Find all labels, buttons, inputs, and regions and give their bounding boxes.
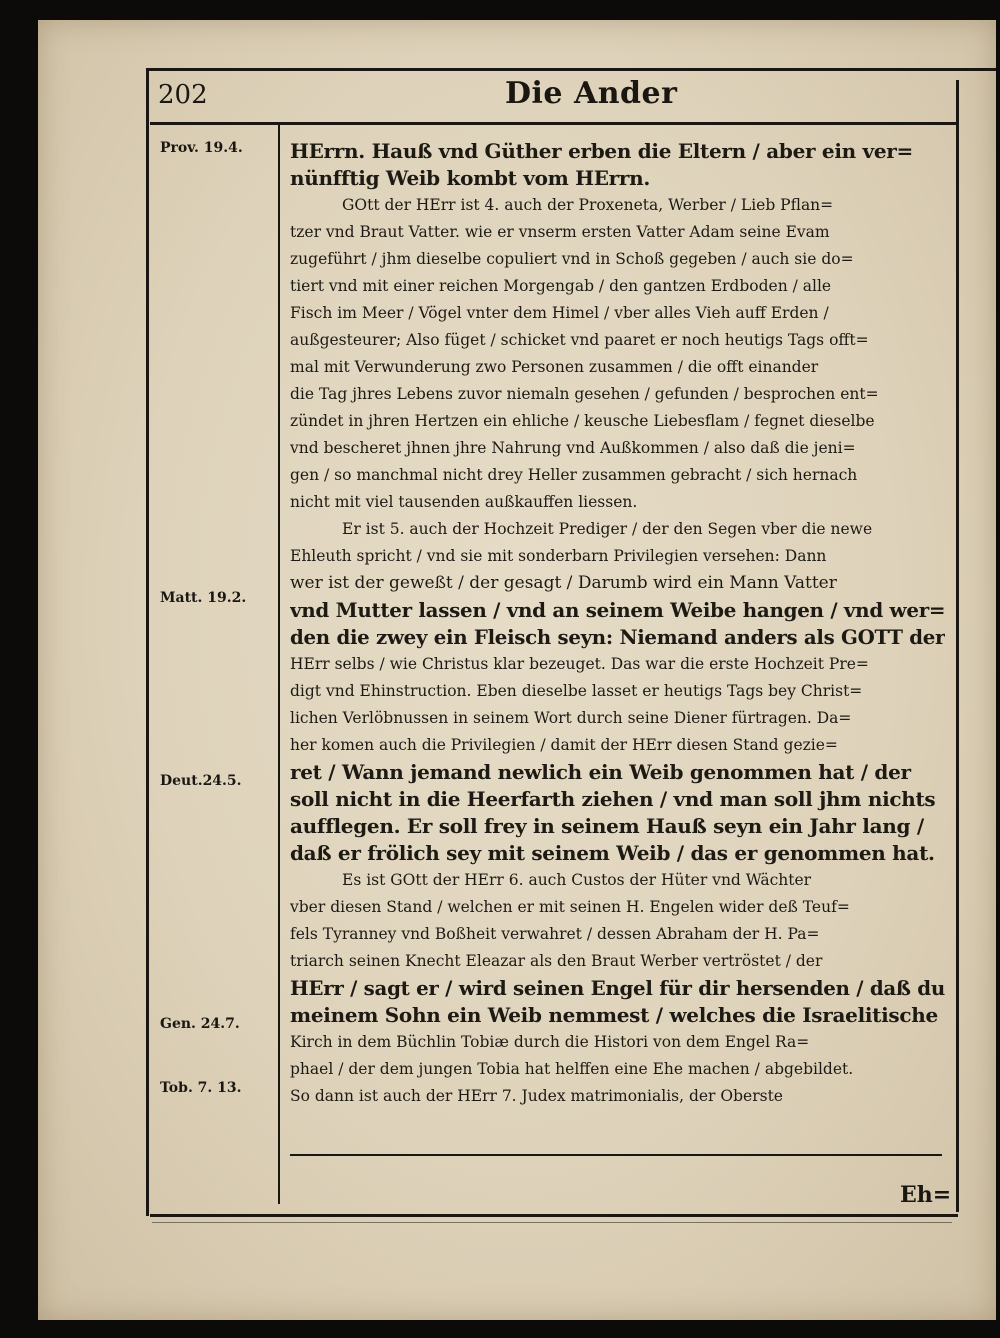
text-line: GOtt der HErr ist 4. auch der Proxeneta, Werber / Lieb Pflan=: [342, 196, 834, 214]
text-line: vnd bescheret jhnen jhre Nahrung vnd Außkommen / also daß die jeni=: [290, 439, 856, 457]
text-line: HErr / sagt er / wird seinen Engel für dir hersenden / daß du: [290, 976, 945, 1000]
text-line: tiert vnd mit einer reichen Morgengab / den gantzen Erdboden / alle: [290, 277, 832, 295]
text-line: meinem Sohn ein Weib nemmest / welches die Israelitische: [290, 1003, 938, 1027]
text-line: mal mit Verwunderung zwo Personen zusammen / die offt einander: [290, 358, 819, 376]
text-line: Fisch im Meer / Vögel vnter dem Himel / vber alles Vieh auff Erden /: [290, 304, 829, 322]
page-number: 202: [158, 80, 208, 110]
text-line: vber diesen Stand / welchen er mit seinen H. Engelen wider deß Teuf=: [290, 898, 850, 916]
running-head: Die Ander: [505, 76, 678, 111]
text-line: vnd Mutter lassen / vnd an seinem Weibe hangen / vnd wer=: [290, 598, 946, 622]
catchword: Eh=: [900, 1182, 952, 1208]
text-line: So dann ist auch der HErr 7. Judex matrimonialis, der Oberste: [290, 1087, 783, 1105]
text-line: zündet in jhren Hertzen ein ehliche / keusche Liebesflam / fegnet dieselbe: [290, 412, 875, 430]
text-line: her komen auch die Privilegien / damit der HErr diesen Stand gezie=: [290, 736, 838, 754]
text-line: außgesteurer; Also füget / schicket vnd paaret er noch heutigs Tags offt=: [290, 331, 869, 349]
margin-column-divider: [278, 124, 280, 1204]
text-line: nünfftig Weib kombt vom HErrn.: [290, 166, 651, 190]
margin-note: Deut.24.5.: [160, 773, 242, 789]
text-line: Kirch in dem Büchlin Tobiæ durch die Histori von dem Engel Ra=: [290, 1033, 810, 1051]
text-line: soll nicht in die Heerfarth ziehen / vnd man soll jhm nichts: [290, 787, 936, 811]
outer-right-rule: [956, 80, 959, 1212]
margin-note: Gen. 24.7.: [160, 1016, 240, 1032]
margin-note: Tob. 7. 13.: [160, 1080, 242, 1096]
text-line: den die zwey ein Fleisch seyn: Niemand anders als GOTT der: [290, 625, 946, 649]
text-line: aufflegen. Er soll frey in seinem Hauß seyn ein Jahr lang /: [290, 814, 924, 838]
text-line: ret / Wann jemand newlich ein Weib genommen hat / der: [290, 760, 911, 784]
body-text-block: [290, 138, 945, 1110]
text-line: Ehleuth spricht / vnd sie mit sonderbarn Privilegien versehen: Dann: [290, 547, 827, 565]
text-line: phael / der dem jungen Tobia hat helffen eine Ehe machen / abgebildet.: [290, 1060, 854, 1078]
outer-left-rule: [146, 68, 149, 1216]
text-line: daß er frölich sey mit seinem Weib / das er genommen hat.: [290, 841, 935, 865]
text-line: nicht mit viel tausenden außkauffen liessen.: [290, 493, 638, 511]
text-line: triarch seinen Knecht Eleazar als den Braut Werber vertröstet / der: [290, 952, 823, 970]
footer-rule: [290, 1154, 942, 1156]
text-line: HErr selbs / wie Christus klar bezeuget. Das war die erste Hochzeit Pre=: [290, 655, 869, 673]
text-line: wer ist der geweßt / der gesagt / Darumb wird ein Mann Vatter: [290, 573, 837, 593]
text-line: HErrn. Hauß vnd Güther erben die Eltern / aber ein ver=: [290, 139, 913, 163]
text-line: Es ist GOtt der HErr 6. auch Custos der Hüter vnd Wächter: [342, 871, 812, 889]
text-line: tzer vnd Braut Vatter. wie er vnserm ersten Vatter Adam seine Evam: [290, 223, 830, 241]
bottom-rule: [150, 1214, 958, 1217]
text-line: lichen Verlöbnussen in seinem Wort durch seine Diener fürtragen. Da=: [290, 709, 852, 727]
text-line: die Tag jhres Lebens zuvor niemaln gesehen / gefunden / besprochen ent=: [290, 385, 879, 403]
margin-note: Prov. 19.4.: [160, 140, 243, 156]
top-rule: [148, 68, 996, 71]
text-line: fels Tyranney vnd Boßheit verwahret / dessen Abraham der H. Pa=: [290, 925, 820, 943]
text-line: Er ist 5. auch der Hochzeit Prediger / der den Segen vber die newe: [342, 520, 873, 538]
header-underline: [150, 122, 956, 125]
text-line: digt vnd Ehinstruction. Eben dieselbe lasset er heutigs Tags bey Christ=: [290, 682, 863, 700]
text-line: zugeführt / jhm dieselbe copuliert vnd in Schoß gegeben / auch sie do=: [290, 250, 854, 268]
margin-note: Matt. 19.2.: [160, 590, 247, 606]
bottom-rule-shadow: [152, 1222, 952, 1223]
text-line: gen / so manchmal nicht drey Heller zusammen gebracht / sich hernach: [290, 466, 858, 484]
